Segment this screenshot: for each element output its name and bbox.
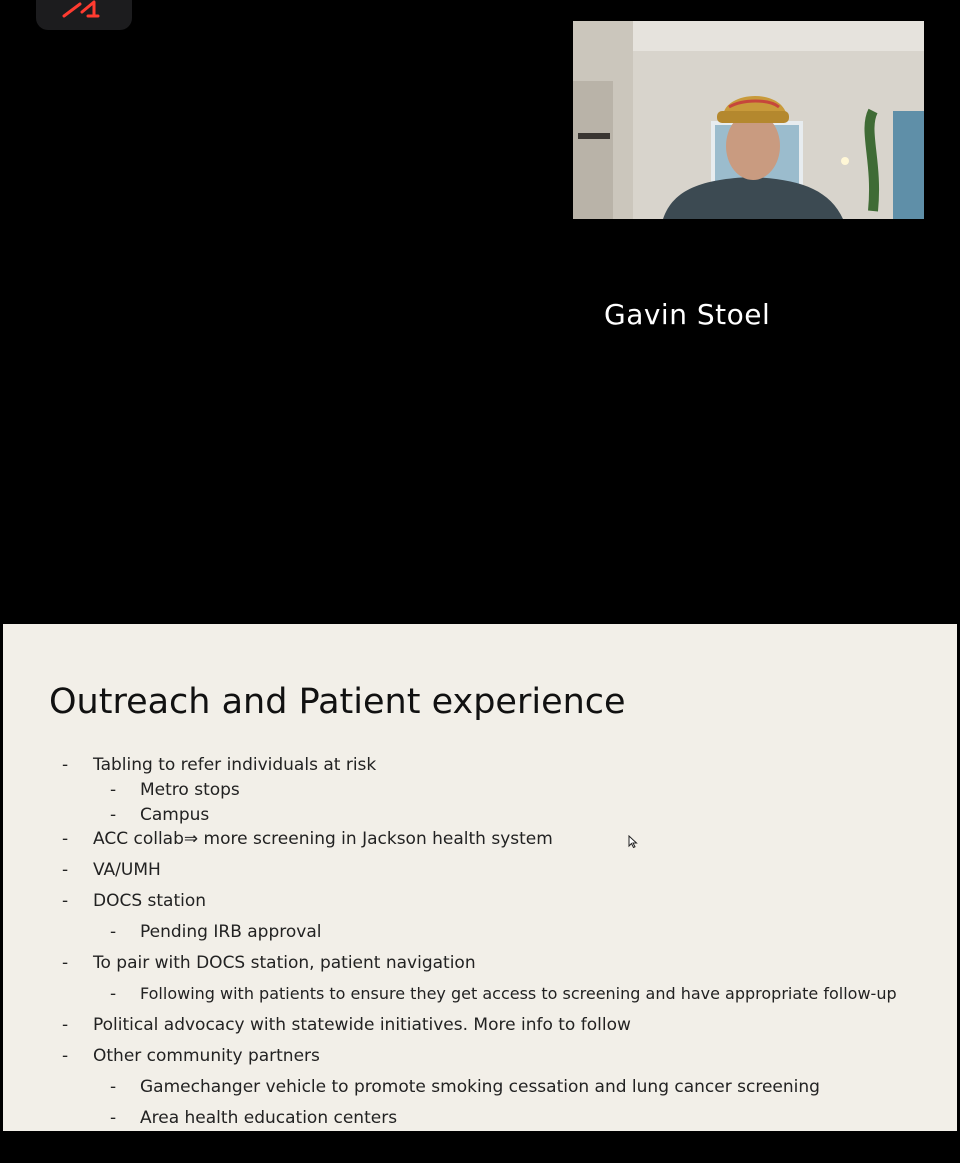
mouse-pointer-icon — [628, 835, 638, 849]
list-item-text: Area health education centers — [140, 1108, 398, 1128]
shared-slide — [3, 624, 957, 1131]
list-item-text: Metro stops — [140, 780, 240, 800]
list-item-text: Tabling to refer individuals at risk — [93, 755, 377, 775]
list-item-text: Campus — [140, 805, 210, 825]
list-item-text: Gamechanger vehicle to promote smoking cessation and lung cancer screening — [140, 1077, 820, 1097]
bullet-dash: - — [110, 922, 117, 942]
list-item-text: To pair with DOCS station, patient navigation — [93, 953, 476, 973]
muted-microphone-icon — [58, 0, 108, 20]
list-item-text: Pending IRB approval — [140, 922, 322, 942]
slide-title: Outreach and Patient experience — [49, 682, 626, 722]
participant-video-tile[interactable] — [573, 21, 924, 219]
list-item-text: VA/UMH — [93, 860, 161, 880]
bullet-dash: - — [62, 953, 69, 973]
list-item-text: Other community partners — [93, 1046, 320, 1066]
bullet-dash: - — [62, 1046, 69, 1066]
bullet-dash: - — [110, 805, 117, 825]
bullet-dash: - — [62, 1015, 69, 1035]
list-item-text: Following with patients to ensure they get access to screening and have appropriate follow-up — [140, 984, 897, 1003]
bullet-dash: - — [62, 860, 69, 880]
bullet-dash: - — [62, 829, 69, 849]
bullet-dash: - — [110, 1108, 117, 1128]
participant-name: Gavin Stoel — [604, 298, 771, 331]
bullet-dash: - — [110, 1077, 117, 1097]
list-item-text: DOCS station — [93, 891, 207, 911]
bullet-dash: - — [62, 755, 69, 775]
list-item-text: ACC collab⇒ more screening in Jackson health system — [93, 829, 553, 849]
bullet-dash: - — [62, 891, 69, 911]
participant-video-frame — [573, 21, 924, 219]
bullet-dash: - — [110, 984, 117, 1004]
bullet-dash: - — [110, 780, 117, 800]
mute-indicator-button[interactable] — [36, 0, 132, 30]
list-item-text: Political advocacy with statewide initiatives. More info to follow — [93, 1015, 631, 1035]
